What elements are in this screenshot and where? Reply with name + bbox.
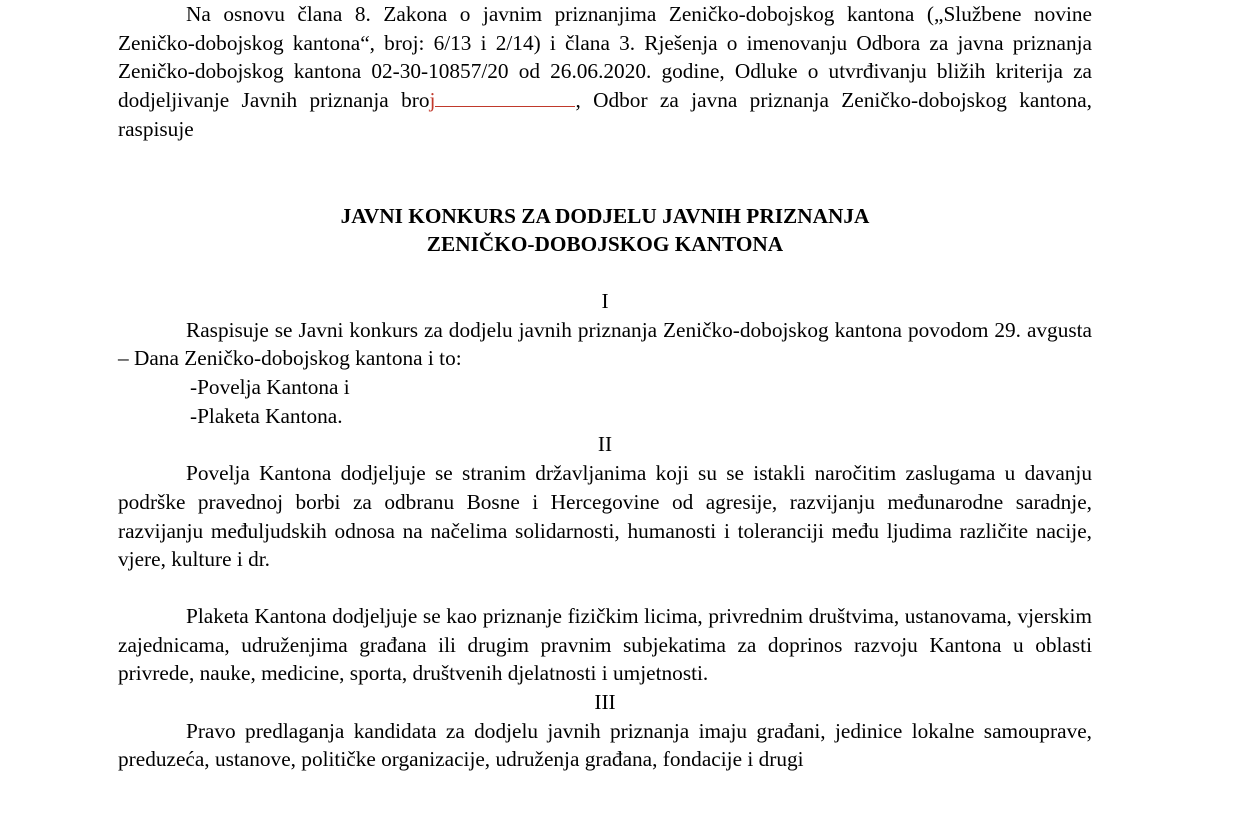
list-item: -Povelja Kantona i [190, 375, 350, 400]
intro-red-letter: j [429, 88, 436, 113]
list-item: -Plaketa Kantona. [190, 403, 343, 428]
intro-text-end: , Odbor za javna priznanja Zeničko-dobojskog kantona, raspisuje [118, 88, 1092, 141]
section-numeral-2: II [597, 432, 613, 457]
section-numeral-1: I [601, 288, 609, 313]
section-3-paragraph: Pravo predlaganja kandidata za dodjelu javnih priznanja imaju građani, jedinice lokalne samouprave, preduzeća, ustanove, političke organizacije, udruženja građana, fondacije i drugi [118, 718, 1092, 772]
section-2-paragraph-1: Povelja Kantona dodjeljuje se stranim državljanima koji su se istakli naročitim zaslugama u davanju podrške pravednoj borbi za odbranu Bosne i Hercegovine od agresije, razvijanju međunarodne saradnje, razvijanju međuljudskih odnosa na načelima solidarnosti, humanosti i toleranciji među ljudima različite nacije, vjere, kulture i dr. [118, 461, 1092, 572]
section-numeral-3: III [594, 690, 616, 715]
title-line-1: JAVNI KONKURS ZA DODJELU JAVNIH PRIZNANJA [340, 203, 870, 228]
section-2-paragraph-2: Plaketa Kantona dodjeljuje se kao priznanje fizičkim licima, privrednim društvima, ustanovama, vjerskim zajednicama, udruženjima građana ili drugim pravnim subjekatima za doprinos razvoju Kantona u oblasti privrede, nauke, medicine, sporta, društvenih djelatnosti i umjetnosti. [118, 603, 1092, 686]
title-line-2: ZENIČKO-DOBOJSKOG KANTONA [426, 232, 784, 257]
number-blank-line [435, 88, 575, 107]
intro-paragraph [118, 0, 1092, 144]
section-1-paragraph: Raspisuje se Javni konkurs za dodjelu javnih priznanja Zeničko-dobojskog kantona povodom 29. avgusta – Dana Zeničko-dobojskog kantona i to: [118, 317, 1092, 371]
document-page [118, 0, 1092, 774]
intro-text-start: Na osnovu člana 8. Zakona o javnim priznanjima Zeničko-dobojskog kantona („Službene novine Zeničko-dobojskog kantona“, broj: 6/13 i 2/14) i člana 3. Rješenja o imenovanju Odbora za javna priznanja Zeničko-dobojskog kantona 02-30-10857/20 od 26.06.2020. godine, Odluke o utvrđivanju bližih kriterija za dodjeljivanje Javnih priznanja bro [118, 2, 1092, 113]
